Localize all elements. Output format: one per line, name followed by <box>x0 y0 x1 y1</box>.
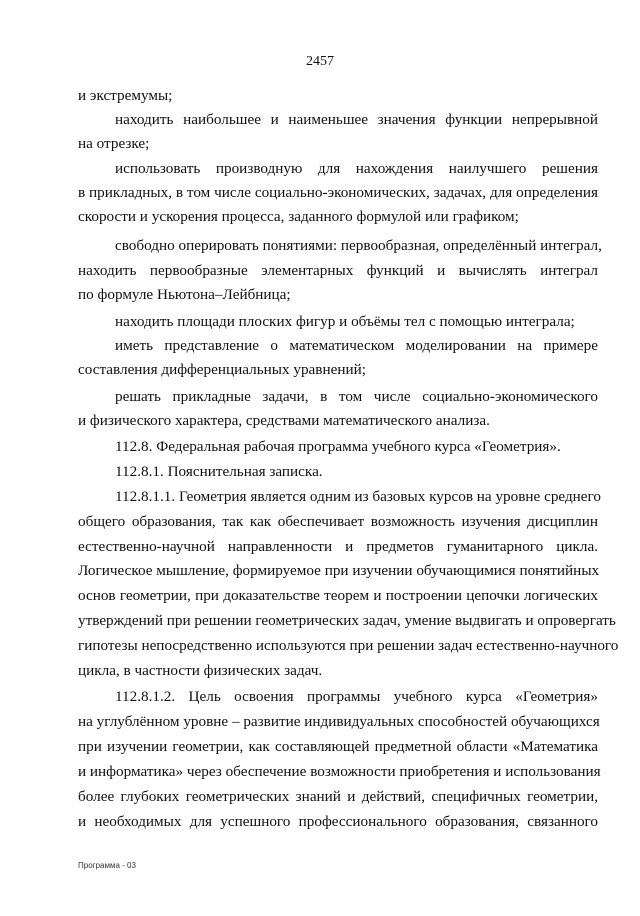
text-line: и информатика» через обеспечение возможности приобретения и использования <box>78 763 601 780</box>
text-line: на углублённом уровне – развитие индивидуальных способностей обучающихся <box>78 713 600 730</box>
text-line: Логическое мышление, формируемое при изучении обучающимися понятийных <box>78 562 600 579</box>
text-line: 112.8.1.1. Геометрия является одним из базовых курсов на уровне среднего <box>115 488 601 505</box>
page-number: 2457 <box>306 54 334 69</box>
section-heading: 112.8. Федеральная рабочая программа учебного курса «Геометрия». <box>115 438 561 455</box>
text-line: использовать производную для нахождения наилучшего решения <box>115 160 598 177</box>
text-line: по формуле Ньютона–Лейбница; <box>78 286 291 303</box>
text-line: находить наибольшее и наименьшее значения функции непрерывной <box>115 111 598 128</box>
text-line: и экстремумы; <box>78 87 173 104</box>
text-line: составления дифференциальных уравнений; <box>78 361 366 378</box>
text-line: находить площади плоских фигур и объёмы тел с помощью интеграла; <box>115 313 575 330</box>
text-line: находить первообразные элементарных функций и вычислять интеграл <box>78 262 598 279</box>
text-line: утверждений при решении геометрических задач, умение выдвигать и опровергать <box>78 612 616 629</box>
text-line: при изучении геометрии, как составляющей предметной области «Математика <box>78 738 598 755</box>
text-line: и физического характера, средствами математического анализа. <box>78 412 490 429</box>
text-line: иметь представление о математическом моделировании на примере <box>115 337 598 354</box>
text-line: на отрезке; <box>78 135 150 152</box>
subsection-heading: 112.8.1. Пояснительная записка. <box>115 463 323 480</box>
text-line: 112.8.1.2. Цель освоения программы учебного курса «Геометрия» <box>115 688 598 705</box>
text-line: гипотезы непосредственно используются при решении задач естественно-научного <box>78 637 619 654</box>
text-line: цикла, в частности физических задач. <box>78 662 323 679</box>
text-line: свободно оперировать понятиями: первообразная, определённый интеграл, <box>115 237 602 254</box>
text-line: и необходимых для успешного профессионального образования, связанного <box>78 813 598 830</box>
text-line: решать прикладные задачи, в том числе социально-экономического <box>115 388 598 405</box>
text-line: естественно-научной направленности и предметов гуманитарного цикла. <box>78 538 598 555</box>
text-line: скорости и ускорения процесса, заданного формулой или графиком; <box>78 208 519 225</box>
text-line: в прикладных, в том числе социально-экономических, задачах, для определения <box>78 184 598 201</box>
text-line: основ геометрии, при доказательстве теорем и построении цепочки логических <box>78 587 598 604</box>
page-footer: Программа - 03 <box>78 861 136 870</box>
text-line: более глубоких геометрических знаний и действий, специфичных геометрии, <box>78 788 598 805</box>
text-line: общего образования, так как обеспечивает возможность изучения дисциплин <box>78 513 598 530</box>
